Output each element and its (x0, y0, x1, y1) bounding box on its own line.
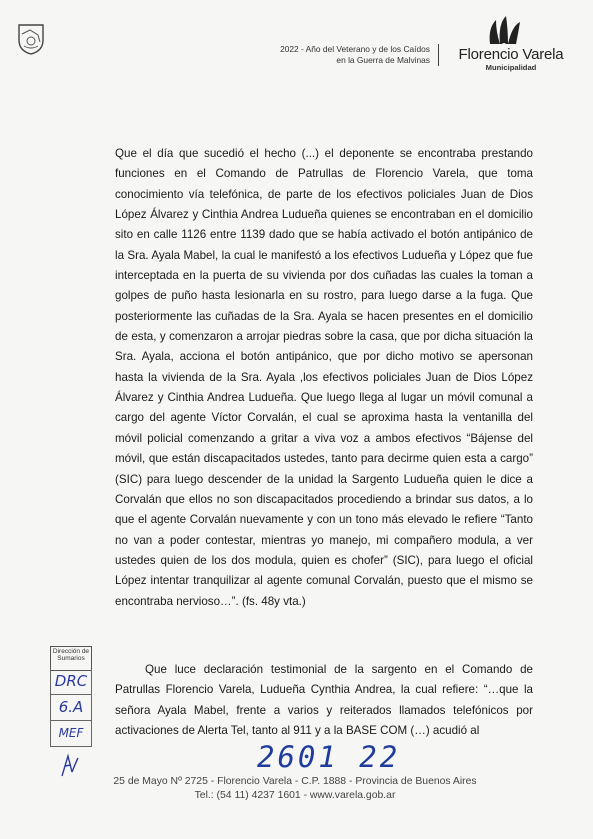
year-motto-line1: 2022 - Año del Veterano y de los Caídos (280, 44, 430, 54)
stamp-handwritten-2: 6.A (50, 695, 92, 721)
stamp-handwritten-3: MEF (50, 721, 92, 747)
footer-contact: Tel.: (54 11) 4237 1601 - www.varela.gob.ar (194, 790, 396, 801)
municipality-logo-icon (482, 14, 526, 48)
year-motto (230, 44, 430, 66)
header-divider (438, 44, 439, 66)
body-paragraph-2: Que luce declaración testimonial de la sargento en el Comando de Patrullas Florencio Varela, Ludueña Cynthia Andrea, la cual refiere: “…que la señora Ayala Mabel, frente a varios y reiterados llamados telefónicos por activaciones de Alerta Tel, tanto al 911 y a la BASE COM (…) acudió al (115, 663, 533, 738)
coat-of-arms-icon (16, 22, 46, 56)
year-motto-line2: en la Guerra de Malvinas (336, 55, 430, 65)
sumarios-stamp-label: Dirección de Sumarios (50, 646, 92, 671)
footer-address: 25 de Mayo Nº 2725 - Florencio Varela - C.P. 1888 - Provincia de Buenos Aires (113, 776, 477, 787)
stamp-handwritten-1: DRC (50, 669, 92, 695)
brand-name: Florencio Varela (458, 46, 564, 63)
folio-number: 2601 22 (257, 740, 401, 774)
body-paragraph-1: Que el día que sucedió el hecho (...) el deponente se encontraba prestando funciones en el Comando de Patrullas de Florencio Varela, que toma conocimiento vía telefónica, de parte de los efectivos policiales Juan de Dios López Álvarez y Cinthia Andrea Ludueña quienes se encontraban en el domicilio sito en calle 1126 entre 1139 dado que se había activado el botón antipánico de la Sra. Ayala Mabel, la cual le manifestó a los efectivos Ludueña y López que fue interceptada en la puerta de su vivienda por dos cuñadas las cuales la toman a golpes de puño hasta lesionarla en su rostro, para luego darse a la fuga. Que posteriormente las cuñadas de la Sra. Ayala se hacen presentes en el domicilio de esta, y comenzaron a arrojar piedras sobre la casa, que por dicha situación la Sra. Ayala, acciona el botón antipánico, que por dicho motivo se apersonan hasta la vivienda de la Sra. Ayala ,los efectivos policiales Juan de Dios López Álvarez y Cinthia Andrea Ludueña. Que luego llega al lugar un móvil comunal a cargo del agente Víctor Corvalán, el cual se aproxima hasta la ventanilla del móvil policial comenzando a gritar a viva voz a ambos efectivos “Bájense del móvil, que están discapacitados ustedes, tanto para decirme quien esta a cargo” (SIC) para luego descender de la unidad la Sargento Ludueña quien le dice a Corvalán que ellos no son discapacitados procediendo a brindar sus datos, a lo que el agente Corvalán nuevamente y con un tono más elevado le refiere “Tanto no van a poder contestar, mientras yo manejo, mi compañero modula, a ver ustedes quien de los dos modula, quien es chofer” (SIC), para luego el oficial López intentar tranquilizar al agente comunal Corvalán, puesto que el mismo se encontraba nervioso…”. (fs. 48y vta.) (115, 147, 533, 608)
brand-subtitle: Municipalidad (485, 63, 537, 72)
